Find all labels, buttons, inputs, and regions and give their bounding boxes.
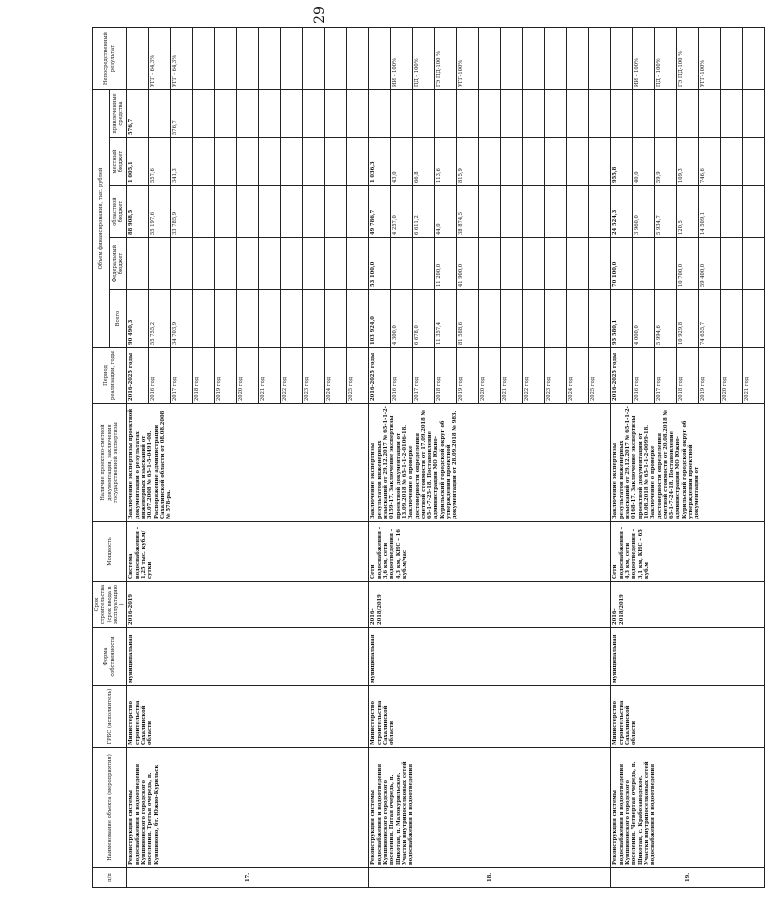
cell-local: [347, 138, 369, 186]
header-name: Наименование объекта (мероприятия): [93, 748, 127, 868]
cell-total: [743, 290, 765, 348]
cell-regional: 120,5: [677, 186, 699, 238]
cell-local: 815,9: [457, 138, 479, 186]
cell-total: 10 929,8: [677, 290, 699, 348]
cell-total: [545, 290, 567, 348]
page-number: [312, 4, 328, 26]
object-capacity: Сети водоснабжения – 3,6 км, сети водоотведения – 4,3 км, КНС – 16 куб.м/час: [369, 522, 611, 582]
cell-federal: [281, 238, 303, 290]
cell-local: [721, 138, 743, 186]
cell-federal: [171, 238, 193, 290]
cell-total: [281, 290, 303, 348]
cell-result: [325, 28, 347, 90]
object-ownership: муниципальная: [127, 628, 369, 686]
cell-total: 74 655,7: [699, 290, 721, 348]
header-period: Период реализации, годы: [93, 348, 127, 404]
object-grbs: Министерство строительства Сахалинской области: [127, 686, 369, 748]
cell-attracted: [479, 90, 501, 138]
object-name: Реконструкция системы водоснабжения и водоотведения Кувшиновского городского поселения. Четвертая очередь, п. Шикотан, с. Крабозаводское. Участки внутрипоселковых сетей водоснабжения и водоотведения: [611, 748, 765, 868]
cell-attracted: [369, 90, 391, 138]
cell-result: [237, 28, 259, 90]
cell-attracted: [413, 90, 435, 138]
cell-period: 2024 год: [567, 348, 589, 404]
cell-period: 2018 год: [435, 348, 457, 404]
cell-result: ИИ - 100%: [633, 28, 655, 90]
cell-regional: 5 934,7: [655, 186, 677, 238]
cell-federal: [523, 238, 545, 290]
cell-local: [237, 138, 259, 186]
cell-result: [523, 28, 545, 90]
cell-period: 2021 год: [259, 348, 281, 404]
cell-local: [501, 138, 523, 186]
cell-regional: [347, 186, 369, 238]
cell-total: 95 580,1: [611, 290, 633, 348]
object-deadline: 2016-2018/2019: [369, 582, 611, 628]
cell-local: [193, 138, 215, 186]
cell-federal: [567, 238, 589, 290]
header-regional: областной бюджет: [110, 186, 127, 238]
cell-period: 2023 год: [545, 348, 567, 404]
cell-total: 4 300,0: [391, 290, 413, 348]
cell-period: 2019 год: [457, 348, 479, 404]
cell-attracted: [743, 90, 765, 138]
cell-attracted: [391, 90, 413, 138]
cell-result: [743, 28, 765, 90]
table-viewport: [92, 28, 751, 888]
cell-federal: [391, 238, 413, 290]
cell-attracted: [303, 90, 325, 138]
cell-result: [545, 28, 567, 90]
header-total: Всего: [110, 290, 127, 348]
cell-regional: [259, 186, 281, 238]
cell-attracted: [523, 90, 545, 138]
cell-result: ПД - 100%: [413, 28, 435, 90]
header-funding: Объем финансирования, тыс. рублей: [93, 90, 110, 348]
cell-regional: [523, 186, 545, 238]
cell-regional: [721, 186, 743, 238]
object-number: 19.: [611, 868, 765, 888]
cell-attracted: [633, 90, 655, 138]
cell-federal: 53 100,0: [369, 238, 391, 290]
cell-total: [303, 290, 325, 348]
cell-federal: [215, 238, 237, 290]
cell-local: [743, 138, 765, 186]
cell-attracted: [237, 90, 259, 138]
cell-result: ПД - 100%: [655, 28, 677, 90]
cell-total: 103 924,0: [369, 290, 391, 348]
header-grbs: ГРБС (исполнитель): [93, 686, 127, 748]
cell-attracted: [567, 90, 589, 138]
table-body: [127, 28, 765, 888]
cell-regional: [589, 186, 611, 238]
cell-regional: [479, 186, 501, 238]
cell-attracted: [545, 90, 567, 138]
cell-total: [721, 290, 743, 348]
cell-result: УГГ - 64,3%: [149, 28, 171, 90]
header-attracted: привлеченные средства: [110, 90, 127, 138]
cell-attracted: [281, 90, 303, 138]
cell-total: [479, 290, 501, 348]
cell-local: [325, 138, 347, 186]
object-total-row: [611, 28, 633, 888]
cell-attracted: [699, 90, 721, 138]
cell-period: 2016-2025 годы: [127, 348, 149, 404]
cell-local: [589, 138, 611, 186]
header-local: местный бюджет: [110, 138, 127, 186]
object-number: 17.: [127, 868, 369, 888]
object-grbs: Министерство строительства Сахалинской области: [611, 686, 765, 748]
cell-attracted: 576,7: [171, 90, 193, 138]
cell-period: 2021 год: [743, 348, 765, 404]
cell-attracted: 576,7: [127, 90, 149, 138]
cell-federal: [325, 238, 347, 290]
cell-regional: 6 611,2: [413, 186, 435, 238]
cell-period: 2016 год: [149, 348, 171, 404]
cell-local: [479, 138, 501, 186]
cell-period: 2018 год: [677, 348, 699, 404]
cell-local: 109,3: [677, 138, 699, 186]
cell-regional: 88 908,5: [127, 186, 149, 238]
cell-local: [215, 138, 237, 186]
cell-federal: [743, 238, 765, 290]
cell-regional: 14 509,1: [699, 186, 721, 238]
cell-regional: 3 960,0: [633, 186, 655, 238]
cell-total: 81 588,6: [457, 290, 479, 348]
cell-federal: 41 900,0: [457, 238, 479, 290]
cell-total: [259, 290, 281, 348]
cell-attracted: [347, 90, 369, 138]
cell-attracted: [457, 90, 479, 138]
cell-attracted: [655, 90, 677, 138]
cell-total: [589, 290, 611, 348]
cell-period: 2016-2025 годы: [369, 348, 391, 404]
cell-federal: [479, 238, 501, 290]
cell-period: 2017 год: [655, 348, 677, 404]
cell-local: 66,8: [413, 138, 435, 186]
cell-attracted: [589, 90, 611, 138]
cell-federal: [259, 238, 281, 290]
object-docs: Заключение экспертизы результатов инженерных изысканий от 29.12.2017 № 65-1-1-2-0168-17. Заключение экспертизы проектной документации от 10.08.2018 № 65-1-1-2-0099-18. Заключение о проверке достоверности определения сметной стоимости от 20.08.2018 № 65-1-7-24-18. Постановление администрации МО Южно-Курильский городской округ об утверждении проектной документации от: [611, 404, 765, 522]
cell-federal: 10 700,0: [677, 238, 699, 290]
cell-federal: [237, 238, 259, 290]
header-result: Непосредственный результат: [93, 28, 127, 90]
cell-regional: 38 874,5: [457, 186, 479, 238]
object-docs: Заключение экспертизы результатов инженерных изысканий от 29.12.2017 № 65-1-1-2-0159-17. Заключение экспертизы проектной документации от 13.09.2018 № 65-1-1-2-0106-18. Заключение о проверке достоверности определения сметной стоимости от 17.09.2018 № 65-1-7-25-18. Постановление администрации МО Южно-Курильский городской округ об утверждении проектной документации от 28.09.2018 № 983.: [369, 404, 611, 522]
cell-federal: 59 400,0: [699, 238, 721, 290]
cell-local: [567, 138, 589, 186]
cell-result: [369, 28, 391, 90]
cell-period: 2020 год: [237, 348, 259, 404]
cell-local: 113,6: [435, 138, 457, 186]
cell-total: [567, 290, 589, 348]
cell-local: 43,0: [391, 138, 413, 186]
cell-period: 2017 год: [413, 348, 435, 404]
cell-period: 2023 год: [303, 348, 325, 404]
cell-attracted: [501, 90, 523, 138]
object-name: Реконструкция системы водоснабжения и водоотведения Кувшиновского городского поселения. Пятая очередь, п. Шикотан, п. Малокурильское. Участки внутрипоселковых сетей водоснабжения и водоотведения: [369, 748, 611, 868]
cell-attracted: [193, 90, 215, 138]
cell-result: [259, 28, 281, 90]
cell-result: [347, 28, 369, 90]
cell-federal: 11 200,0: [435, 238, 457, 290]
cell-total: [325, 290, 347, 348]
cell-total: 90 490,3: [127, 290, 149, 348]
cell-attracted: [149, 90, 171, 138]
cell-federal: [589, 238, 611, 290]
cell-regional: 55 197,6: [149, 186, 171, 238]
cell-attracted: [677, 90, 699, 138]
cell-result: [281, 28, 303, 90]
object-deadline: 2016-2018/2019: [611, 582, 765, 628]
cell-regional: [545, 186, 567, 238]
cell-local: 341,3: [171, 138, 193, 186]
cell-regional: [743, 186, 765, 238]
cell-regional: [567, 186, 589, 238]
cell-attracted: [259, 90, 281, 138]
page-number-text: 29: [312, 6, 328, 24]
cell-result: [589, 28, 611, 90]
cell-result: ИИ - 100%: [391, 28, 413, 90]
object-number: 18.: [369, 868, 611, 888]
cell-local: 557,6: [149, 138, 171, 186]
cell-result: [721, 28, 743, 90]
cell-total: 55 755,2: [149, 290, 171, 348]
cell-total: [501, 290, 523, 348]
cell-result: ГЭ ПД-100 %: [677, 28, 699, 90]
cell-regional: 24 524,3: [611, 186, 633, 238]
cell-period: 2021 год: [501, 348, 523, 404]
cell-federal: [545, 238, 567, 290]
object-grbs: Министерство строительства Сахалинской области: [369, 686, 611, 748]
funding-table: [92, 27, 765, 888]
cell-result: [303, 28, 325, 90]
header-ownership: Форма собственности: [93, 628, 127, 686]
cell-federal: [721, 238, 743, 290]
cell-period: 2016 год: [391, 348, 413, 404]
object-name: Реконструкция системы водоснабжения и водоотведения Кувшиновского городского поселения. Третья очередь, п. Кувшиново, бт. Южно-Курильск: [127, 748, 369, 868]
cell-total: [193, 290, 215, 348]
cell-total: 5 994,6: [655, 290, 677, 348]
cell-regional: 4 257,0: [391, 186, 413, 238]
object-total-row: [369, 28, 391, 888]
table-header: [93, 28, 127, 888]
cell-total: [237, 290, 259, 348]
cell-regional: [237, 186, 259, 238]
cell-result: [501, 28, 523, 90]
cell-period: 2025 год: [589, 348, 611, 404]
cell-regional: 33 785,9: [171, 186, 193, 238]
cell-total: 6 678,0: [413, 290, 435, 348]
cell-total: [523, 290, 545, 348]
cell-attracted: [325, 90, 347, 138]
cell-federal: [149, 238, 171, 290]
cell-result: [127, 28, 149, 90]
cell-result: УГГ - 64,3%: [171, 28, 193, 90]
cell-local: 746,6: [699, 138, 721, 186]
object-capacity: Система водоснабжения – 1,25 тыс. куб.м/сутки: [127, 522, 369, 582]
cell-period: 2016-2025 годы: [611, 348, 633, 404]
header-deadline: Срок строительства (срок ввода в эксплуатацию): [93, 582, 127, 628]
cell-period: 2019 год: [699, 348, 721, 404]
object-docs: Заключение экспертизы проектной документации о результатах инженерных изысканий от 30.07.2008 № 65-1-5-0491-08. Распоряжение администрации Сахалинской области от 08.08.2008 № 578-ра.: [127, 404, 369, 522]
cell-federal: [193, 238, 215, 290]
cell-attracted: [215, 90, 237, 138]
cell-regional: 44,0: [435, 186, 457, 238]
cell-total: [215, 290, 237, 348]
cell-regional: [325, 186, 347, 238]
header-num: п/п: [93, 868, 127, 888]
cell-result: [215, 28, 237, 90]
cell-local: [259, 138, 281, 186]
cell-period: 2022 год: [523, 348, 545, 404]
cell-local: [281, 138, 303, 186]
cell-period: 2024 год: [325, 348, 347, 404]
cell-period: 2025 год: [347, 348, 369, 404]
cell-result: ГЭ ПД-100 %: [435, 28, 457, 90]
object-ownership: муниципальная: [611, 628, 765, 686]
cell-regional: [215, 186, 237, 238]
cell-total: 11 357,4: [435, 290, 457, 348]
cell-result: [567, 28, 589, 90]
cell-regional: [303, 186, 325, 238]
cell-regional: [501, 186, 523, 238]
cell-local: [303, 138, 325, 186]
cell-federal: 70 100,0: [611, 238, 633, 290]
cell-regional: [281, 186, 303, 238]
cell-attracted: [721, 90, 743, 138]
cell-period: 2016 год: [633, 348, 655, 404]
cell-federal: [347, 238, 369, 290]
header-federal: Федеральный бюджет: [110, 238, 127, 290]
cell-total: 4 000,0: [633, 290, 655, 348]
object-capacity: Сети водоснабжения – 4,3 км, сети водоотведения – 3,1 км, КНС – 65 куб.м: [611, 522, 765, 582]
cell-regional: 49 786,7: [369, 186, 391, 238]
object-total-row: [127, 28, 149, 888]
cell-federal: [501, 238, 523, 290]
cell-federal: [655, 238, 677, 290]
cell-local: 955,8: [611, 138, 633, 186]
object-ownership: муниципальная: [369, 628, 611, 686]
cell-period: 2020 год: [479, 348, 501, 404]
cell-period: 2019 год: [215, 348, 237, 404]
cell-federal: [127, 238, 149, 290]
cell-result: УГГ-100%: [699, 28, 721, 90]
cell-total: [347, 290, 369, 348]
cell-federal: [633, 238, 655, 290]
cell-period: 2022 год: [281, 348, 303, 404]
cell-federal: [413, 238, 435, 290]
cell-result: [479, 28, 501, 90]
cell-result: УГГ-100%: [457, 28, 479, 90]
cell-total: 34 703,9: [171, 290, 193, 348]
cell-attracted: [435, 90, 457, 138]
cell-local: [523, 138, 545, 186]
object-deadline: 2016-2019: [127, 582, 369, 628]
cell-local: 1 005,1: [127, 138, 149, 186]
cell-local: 59,9: [655, 138, 677, 186]
header-capacity: Мощность: [93, 522, 127, 582]
cell-attracted: [611, 90, 633, 138]
cell-period: 2018 год: [193, 348, 215, 404]
cell-federal: [303, 238, 325, 290]
cell-result: [193, 28, 215, 90]
cell-local: 1 036,3: [369, 138, 391, 186]
cell-local: [545, 138, 567, 186]
cell-result: [611, 28, 633, 90]
cell-regional: [193, 186, 215, 238]
header-docs: Наличие проектно-сметной документации, заключения государственной экспертизы: [93, 404, 127, 522]
cell-local: 40,0: [633, 138, 655, 186]
cell-period: 2020 год: [721, 348, 743, 404]
cell-period: 2017 год: [171, 348, 193, 404]
